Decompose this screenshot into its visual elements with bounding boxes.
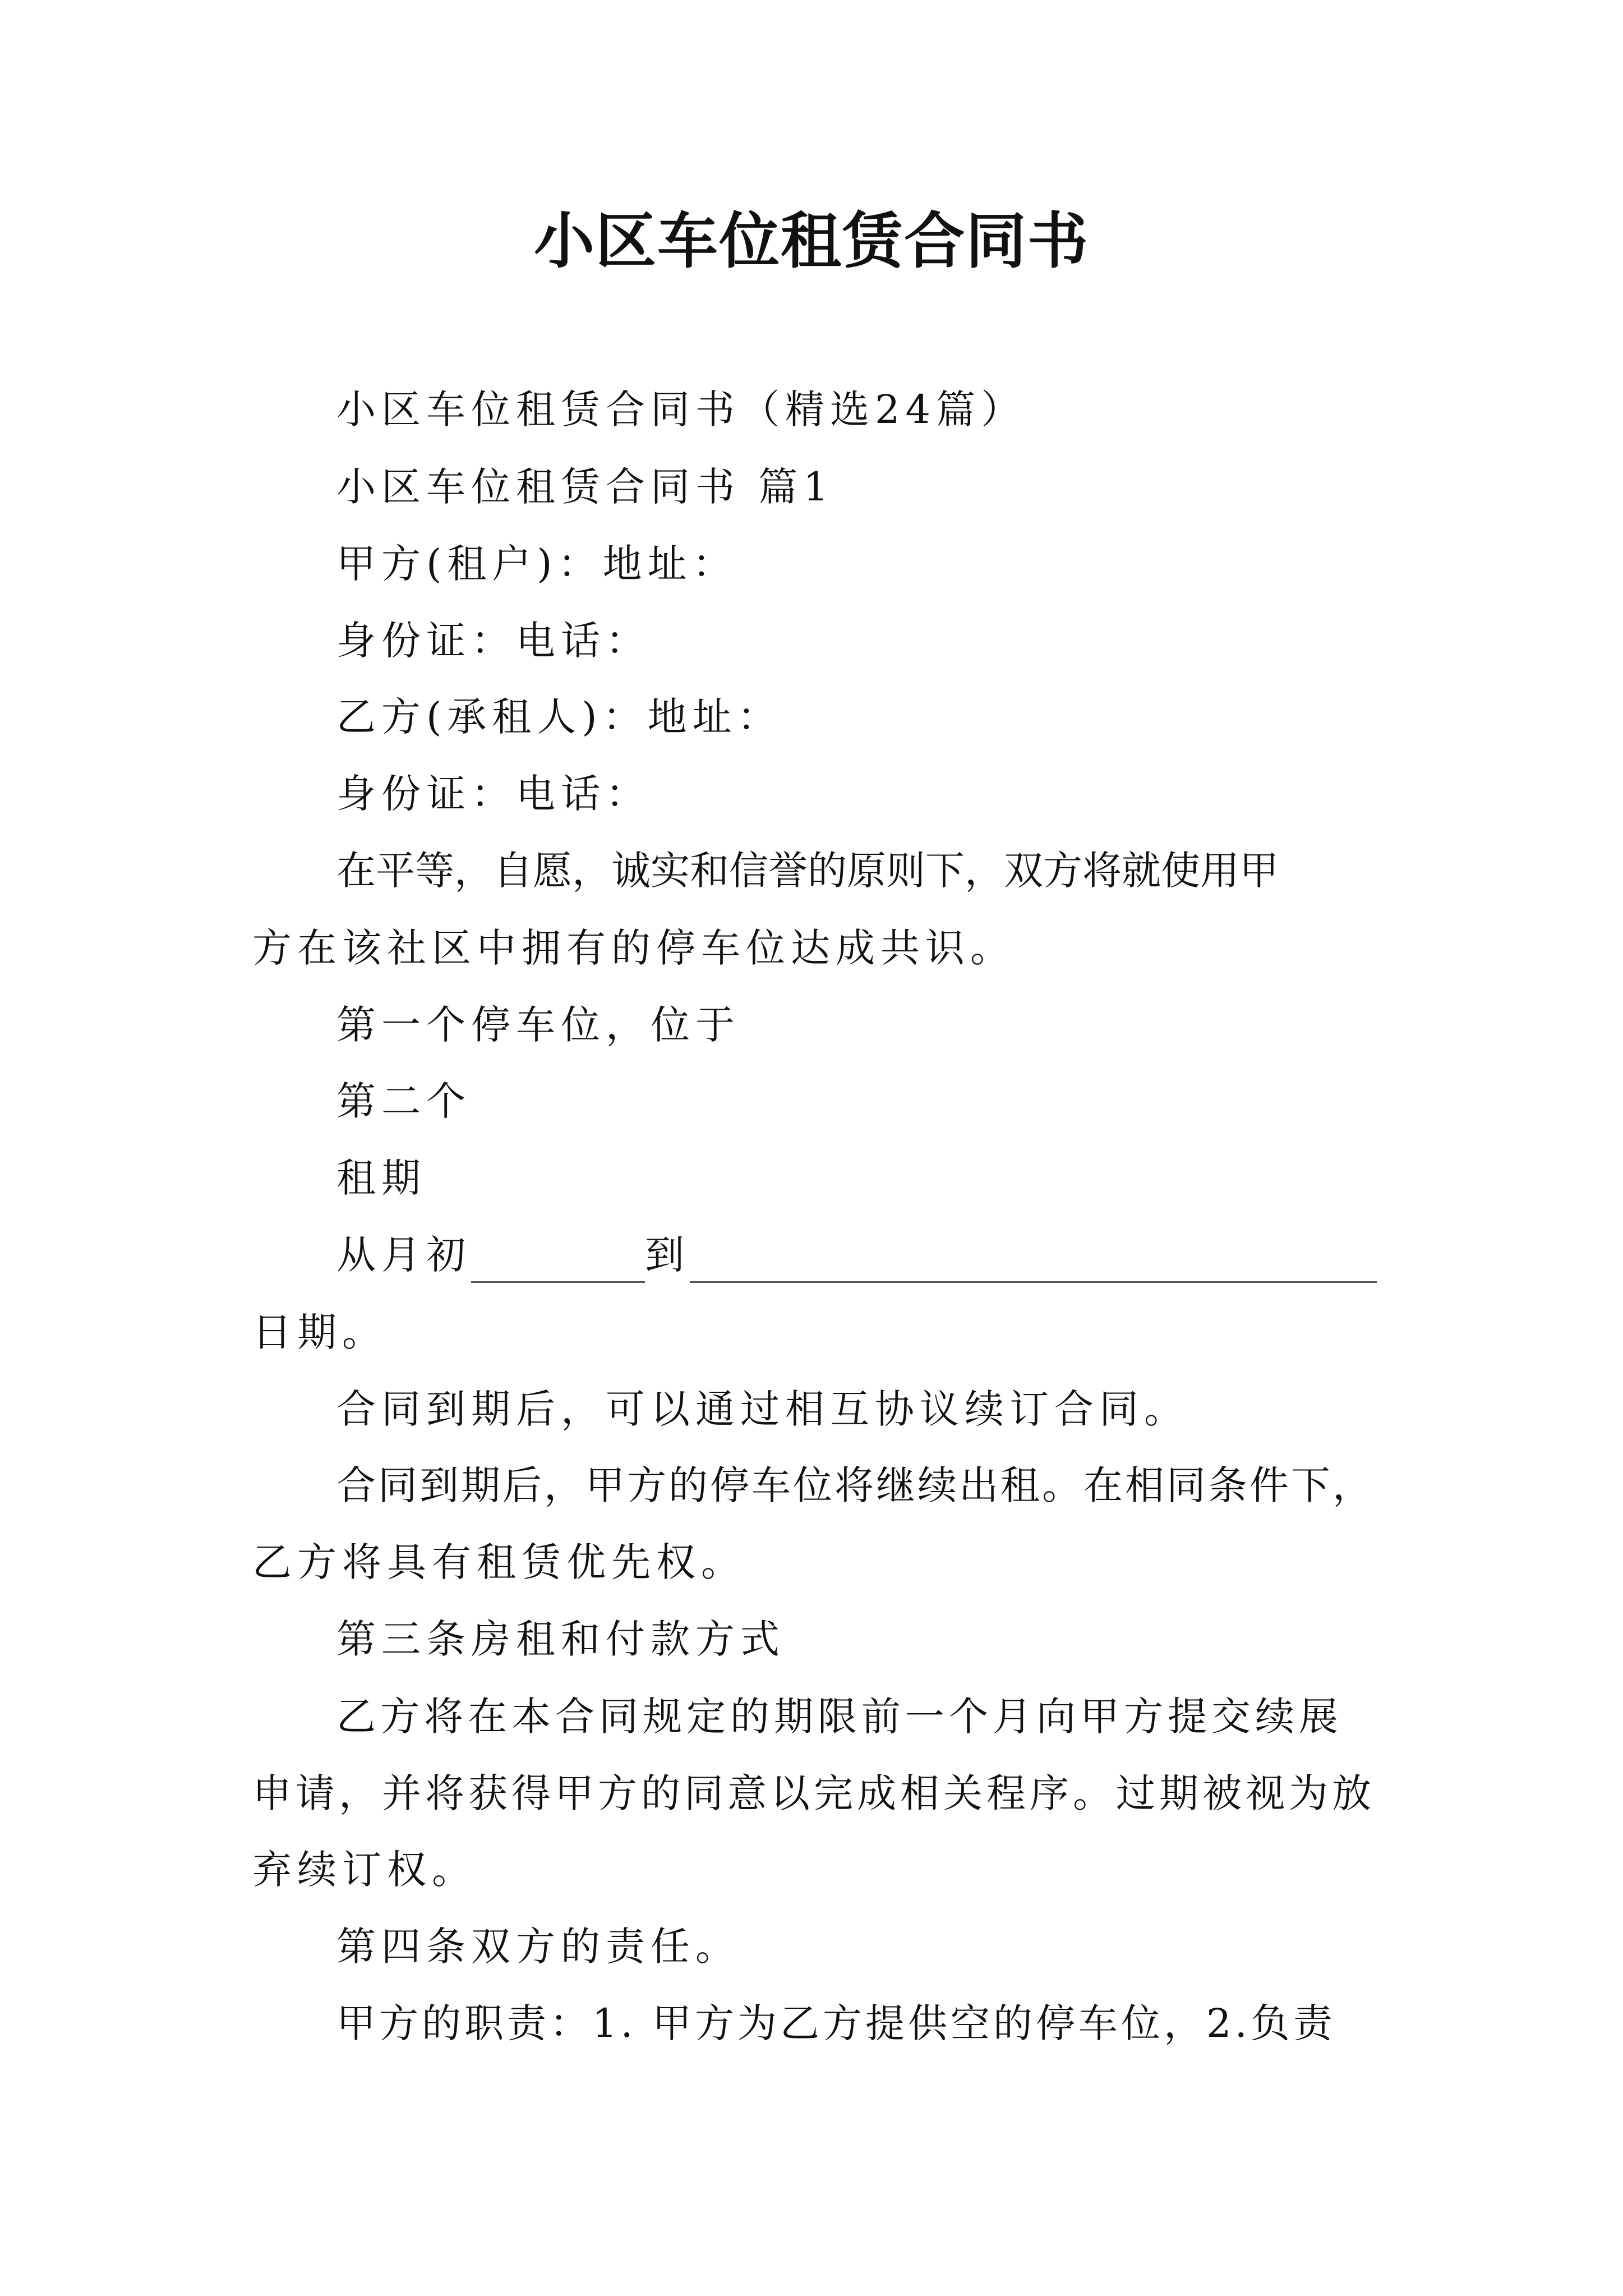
end-date-blank (690, 1240, 1377, 1283)
paragraph-line: 弃续订权。 (252, 1847, 477, 1893)
article-3-heading: 第三条房租和付款方式 (336, 1616, 785, 1662)
parking-space-2-line: 第二个 (336, 1078, 471, 1124)
party-a-id-line: 身份证：电话： (336, 618, 651, 664)
lease-date-line: 日期。 (252, 1309, 387, 1355)
document-title: 小区车位租赁合同书 (533, 206, 1089, 277)
party-b-id-line: 身份证：电话： (336, 771, 651, 817)
subtitle-line: 小区车位租赁合同书（精选24篇） (336, 386, 1026, 432)
start-date-blank (471, 1240, 645, 1283)
lease-to-label: 到 (645, 1232, 690, 1278)
lease-term-heading: 租期 (336, 1155, 426, 1201)
paragraph-line (336, 843, 1391, 899)
paragraph-line: 乙方将在本合同规定的期限前一个月向甲方提交续展 (336, 1694, 1343, 1740)
lease-from-label: 从月初 (336, 1232, 471, 1278)
paragraph-line: 合同到期后，甲方的停车位将继续出租。在相同条件下， (336, 1462, 1374, 1508)
party-b-line: 乙方(承租人)：地址： (336, 694, 782, 740)
article-4-heading: 第四条双方的责任。 (336, 1924, 740, 1970)
paragraph-text: 在平等，自愿，诚实和信誉的原则下，双方将就使用甲 (336, 848, 1279, 894)
section-heading: 小区车位租赁合同书 篇1 (336, 464, 834, 510)
lease-period-line (336, 1227, 1377, 1283)
paragraph-line: 申请，并将获得甲方的同意以完成相关程序。过期被视为放 (252, 1770, 1375, 1816)
paragraph-line: 方在该社区中拥有的停车位达成共识。 (252, 925, 1015, 971)
party-a-line: 甲方(租户)：地址： (336, 541, 737, 587)
renewal-line: 合同到期后，可以通过相互协议续订合同。 (336, 1386, 1189, 1432)
parking-space-1-line: 第一个停车位，位于 (336, 1002, 740, 1048)
party-a-duties-line: 甲方的职责：1. 甲方为乙方提供空的停车位，2.负责 (336, 2000, 1336, 2046)
paragraph-line: 乙方将具有租赁优先权。 (252, 1539, 746, 1585)
